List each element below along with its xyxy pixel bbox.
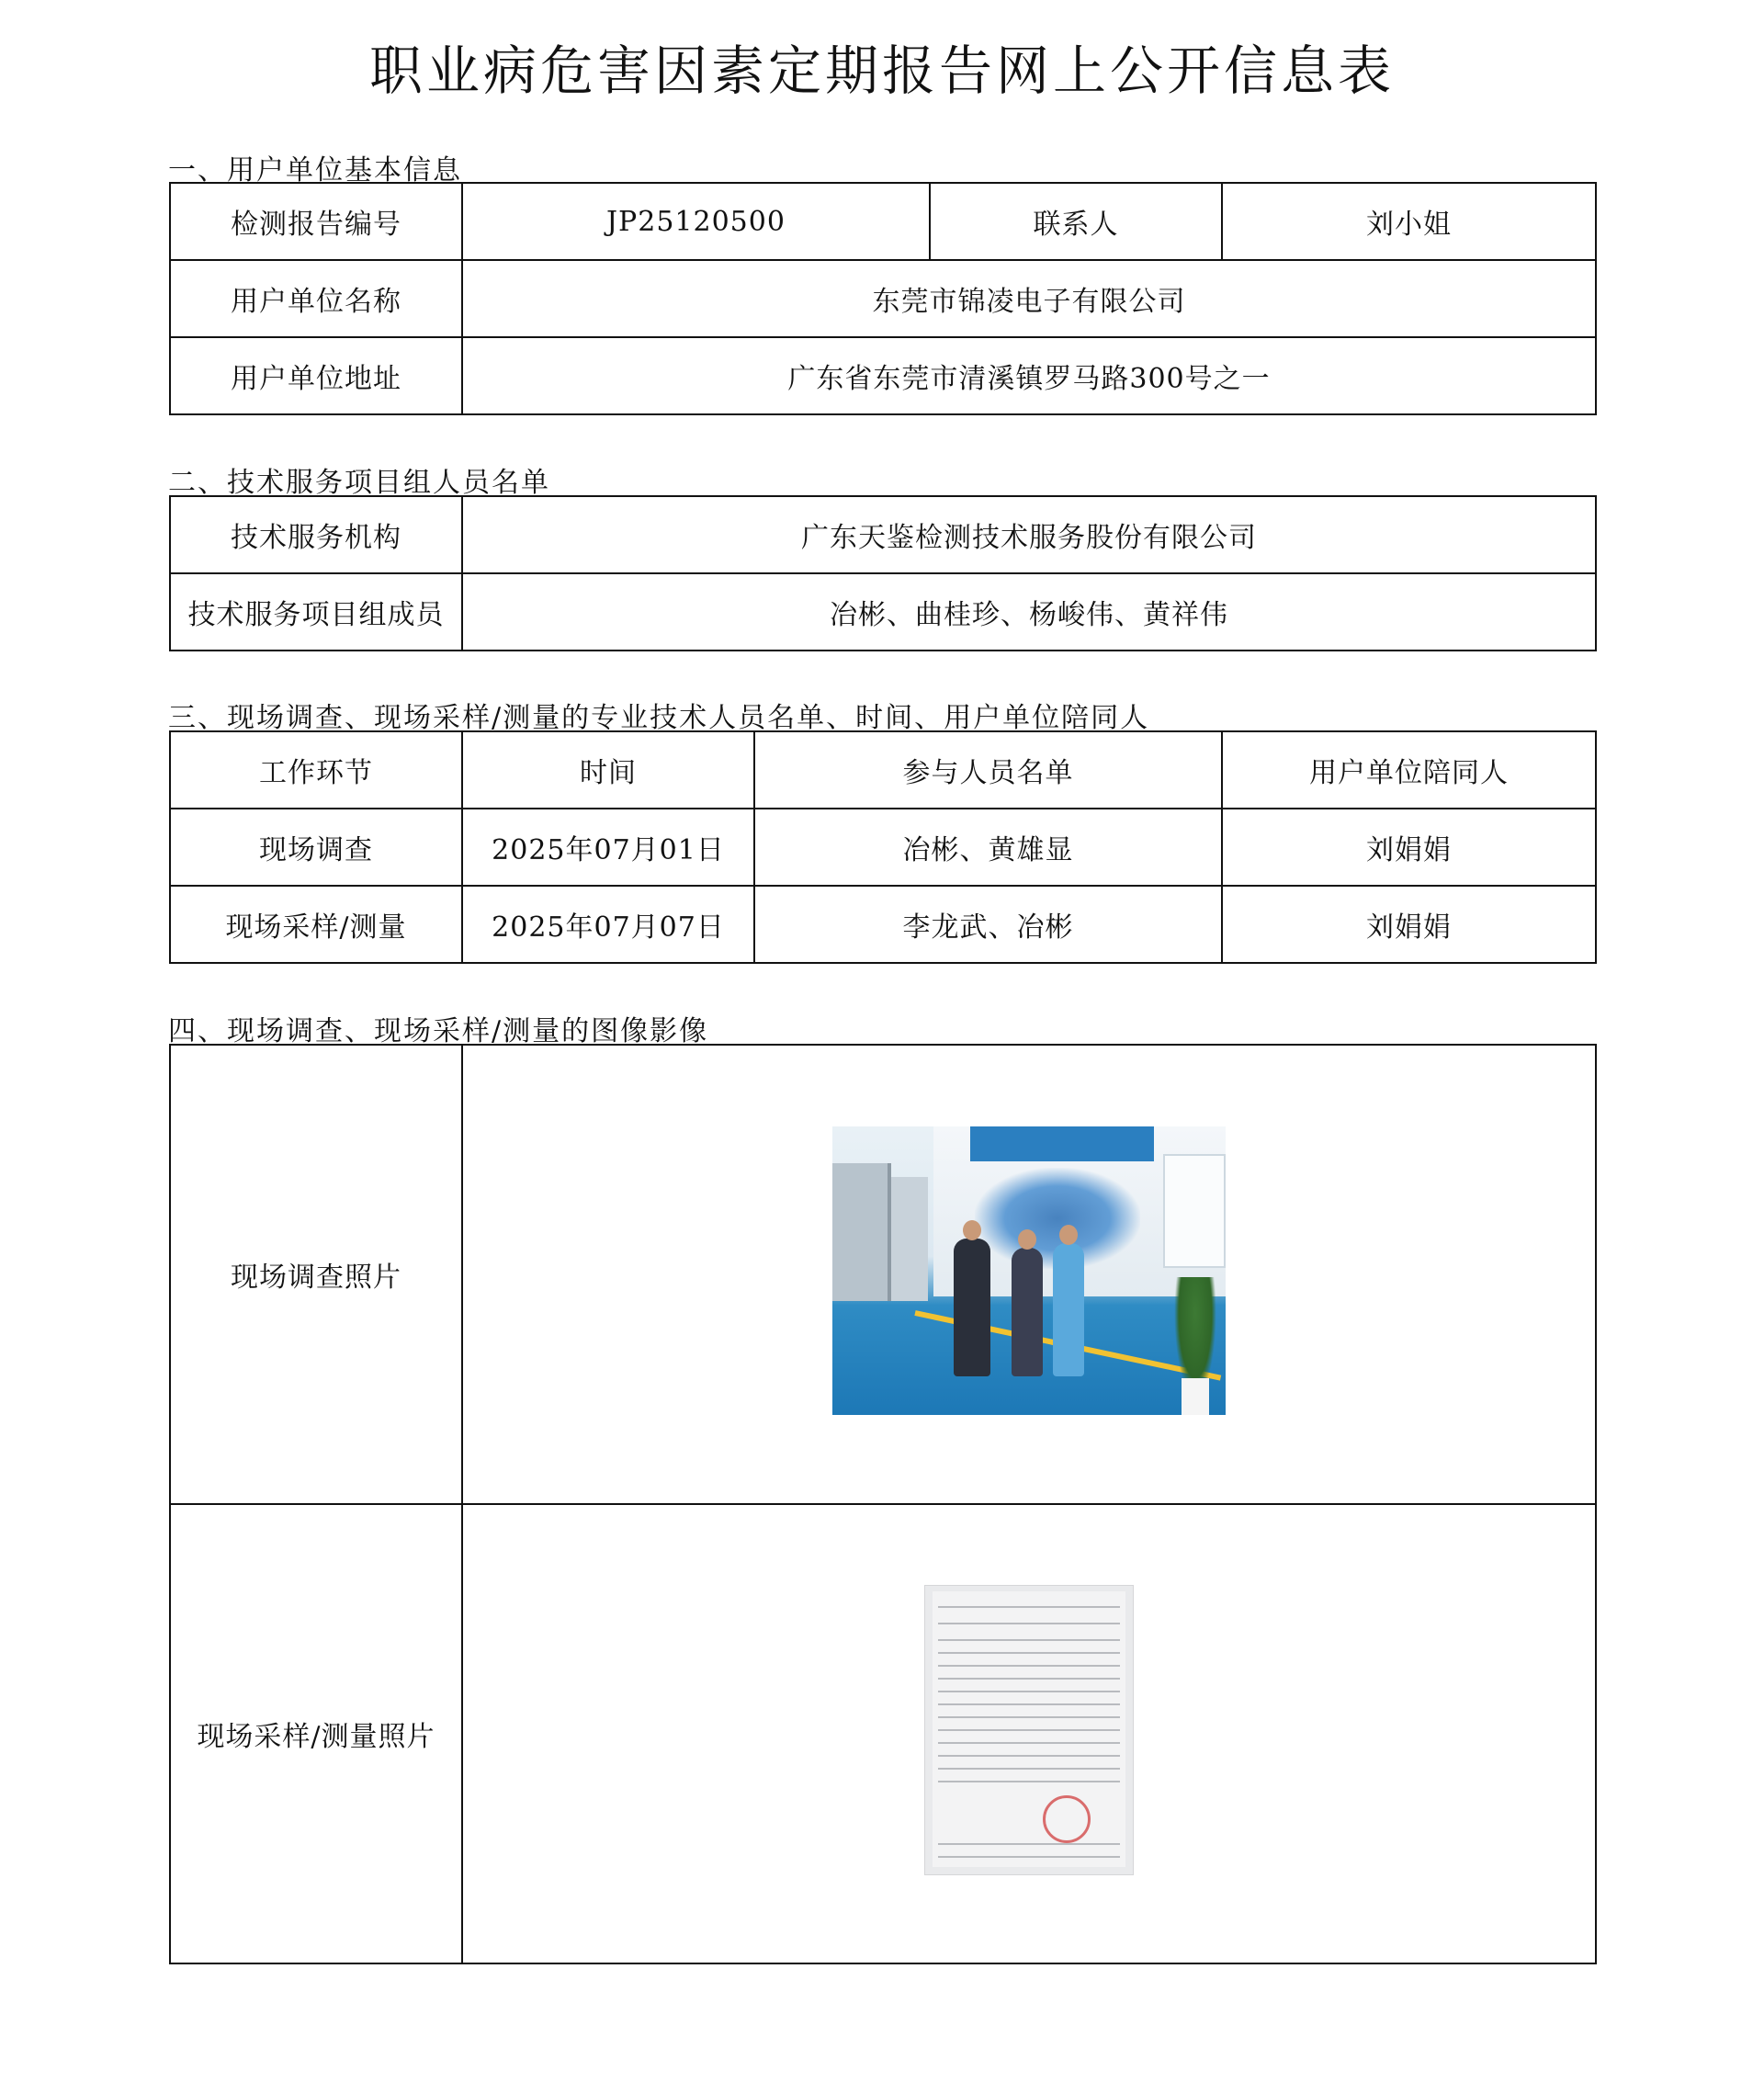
- unit-address-value: 广东省东莞市清溪镇罗马路300号之一: [462, 337, 1596, 414]
- org-label: 技术服务机构: [170, 496, 462, 573]
- section1-heading: 一、用户单位基本信息: [168, 154, 462, 187]
- time-cell: 2025年07月01日: [462, 809, 754, 886]
- table-row: [170, 886, 1596, 963]
- section4-heading: 四、现场调查、现场采样/测量的图像影像: [168, 1015, 709, 1047]
- table-row: [170, 260, 1596, 337]
- table-row: [170, 573, 1596, 651]
- photo-table: [169, 1044, 1597, 1964]
- section2-heading: 二、技术服务项目组人员名单: [168, 467, 550, 499]
- page-title: 职业病危害因素定期报告网上公开信息表: [368, 40, 1395, 102]
- table-row: [170, 1045, 1596, 1504]
- table-header-row: [170, 731, 1596, 809]
- table-row: [170, 1504, 1596, 1963]
- header-companion: 用户单位陪同人: [1222, 731, 1596, 809]
- work-stage-cell: 现场采样/测量: [170, 886, 462, 963]
- header-work-stage: 工作环节: [170, 731, 462, 809]
- header-time: 时间: [462, 731, 754, 809]
- unit-name-label: 用户单位名称: [170, 260, 462, 337]
- site-work-table: [169, 730, 1597, 964]
- contact-value: 刘小姐: [1222, 183, 1596, 260]
- table-row: [170, 496, 1596, 573]
- survey-photo-label: 现场调查照片: [170, 1045, 462, 1504]
- time-cell: 2025年07月07日: [462, 886, 754, 963]
- participants-cell: 冶彬、黄雄显: [754, 809, 1222, 886]
- table-row: [170, 183, 1596, 260]
- section3-heading: 三、现场调查、现场采样/测量的专业技术人员名单、时间、用户单位陪同人: [168, 702, 1150, 734]
- unit-address-label: 用户单位地址: [170, 337, 462, 414]
- project-team-table: [169, 495, 1597, 651]
- sampling-photo-cell: [462, 1504, 1596, 1963]
- members-value: 冶彬、曲桂珍、杨峻伟、黄祥伟: [462, 573, 1596, 651]
- survey-photo: [832, 1126, 1226, 1415]
- survey-photo-cell: [462, 1045, 1596, 1504]
- work-stage-cell: 现场调查: [170, 809, 462, 886]
- unit-name-value: 东莞市锦凌电子有限公司: [462, 260, 1596, 337]
- contact-label: 联系人: [930, 183, 1222, 260]
- members-label: 技术服务项目组成员: [170, 573, 462, 651]
- table-row: [170, 809, 1596, 886]
- sampling-photo: [925, 1586, 1133, 1874]
- report-no-label: 检测报告编号: [170, 183, 462, 260]
- org-value: 广东天鉴检测技术服务股份有限公司: [462, 496, 1596, 573]
- companion-cell: 刘娟娟: [1222, 809, 1596, 886]
- companion-cell: 刘娟娟: [1222, 886, 1596, 963]
- basic-info-table: [169, 182, 1597, 415]
- table-row: [170, 337, 1596, 414]
- header-participants: 参与人员名单: [754, 731, 1222, 809]
- participants-cell: 李龙武、冶彬: [754, 886, 1222, 963]
- sampling-photo-label: 现场采样/测量照片: [170, 1504, 462, 1963]
- report-no-value: JP25120500: [462, 183, 930, 260]
